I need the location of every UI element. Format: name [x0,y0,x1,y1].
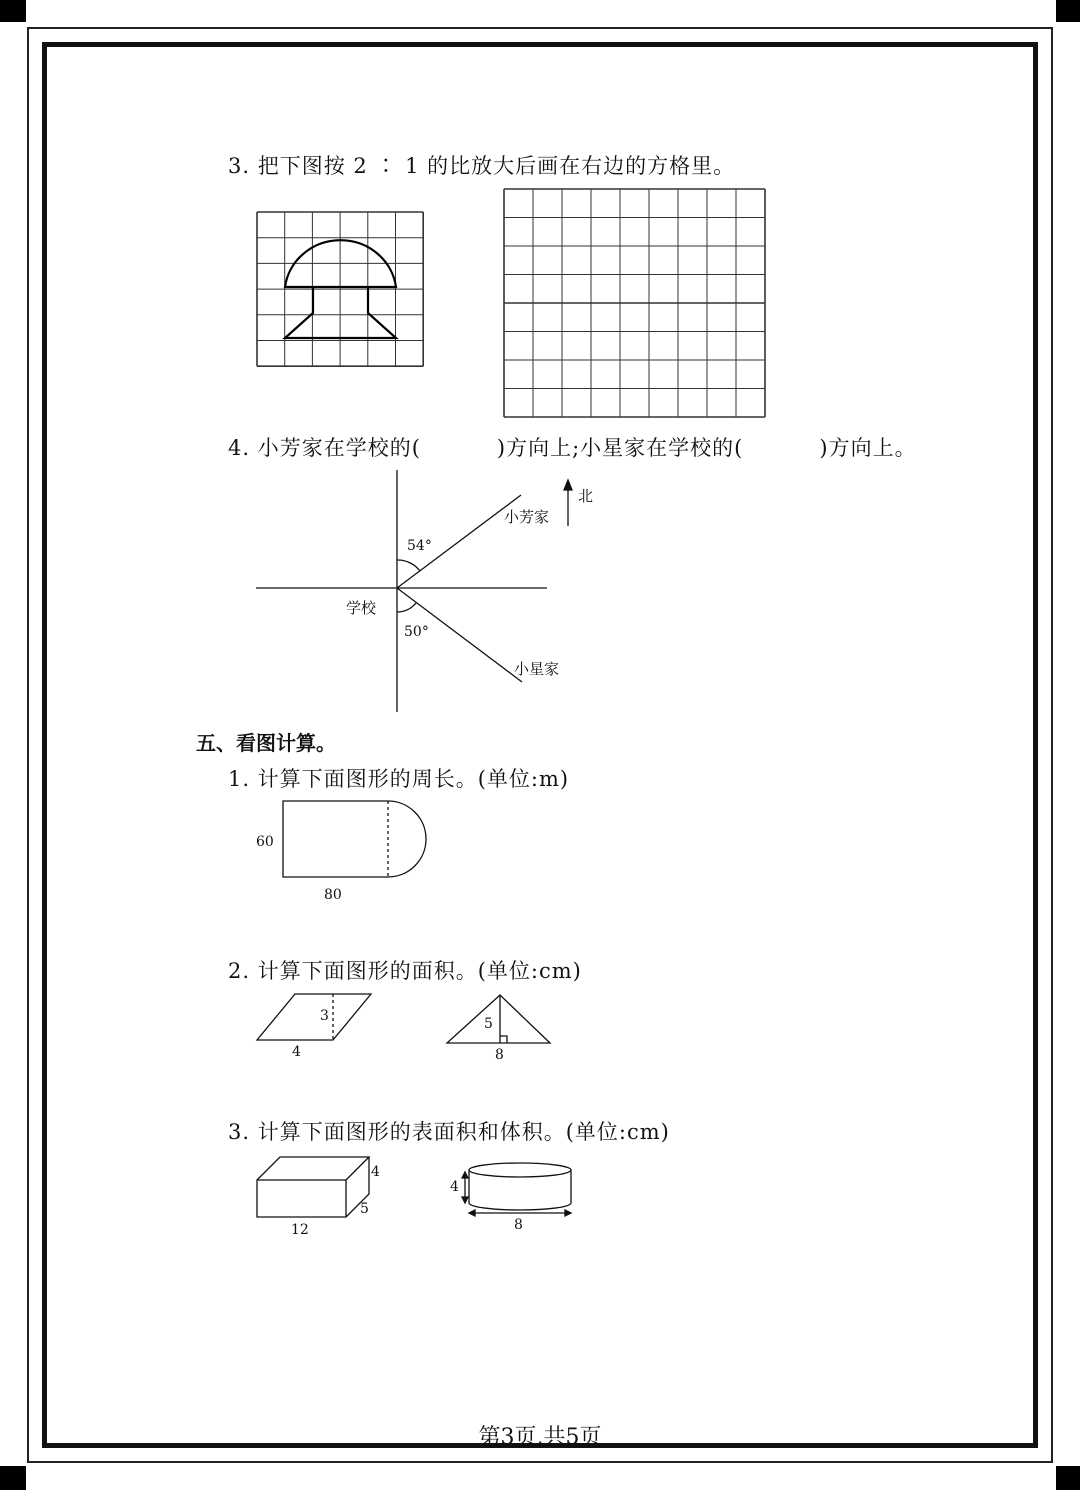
xiaoxing-label: 小星家 [514,660,560,678]
perimeter-height-label: 60 [256,834,274,850]
north-label: 北 [578,487,594,505]
cylinder-height-label: 4 [450,1179,459,1195]
xiaofang-label: 小芳家 [504,508,550,526]
q4-part2: )方向上;小星家在学校的( [496,436,744,460]
cylinder-diameter-label: 8 [514,1217,523,1233]
cuboid-length-label: 12 [291,1222,309,1238]
triangle-height-label: 5 [484,1016,493,1032]
page-footer: 第3页,共5页 [478,1425,602,1450]
angle-50-label: 50° [404,624,429,640]
cuboid [257,1157,369,1217]
problem-1-text: 1. 计算下面图形的周长。(单位:m) [228,767,570,791]
angle-54-label: 54° [407,538,432,554]
cylinder-top [469,1163,571,1177]
q4-part1: 4. 小芳家在学校的( [228,436,421,460]
parallelogram-height-label: 3 [320,1008,329,1024]
q4-part3: )方向上。 [819,436,917,460]
perimeter-width-label: 80 [324,887,342,903]
parallelogram-base-label: 4 [292,1044,301,1060]
problem-3-text: 3. 计算下面图形的表面积和体积。(单位:cm) [228,1120,670,1144]
problem-2-text: 2. 计算下面图形的面积。(单位:cm) [228,959,582,983]
cuboid-height-label: 4 [371,1164,380,1180]
triangle-base-label: 8 [495,1047,504,1063]
section-5-title: 五、看图计算。 [196,731,336,755]
cuboid-width-label: 5 [360,1201,369,1217]
school-label: 学校 [346,599,377,617]
question-3-text: 3. 把下图按 2 ∶ 1 的比放大后画在右边的方格里。 [228,154,736,178]
